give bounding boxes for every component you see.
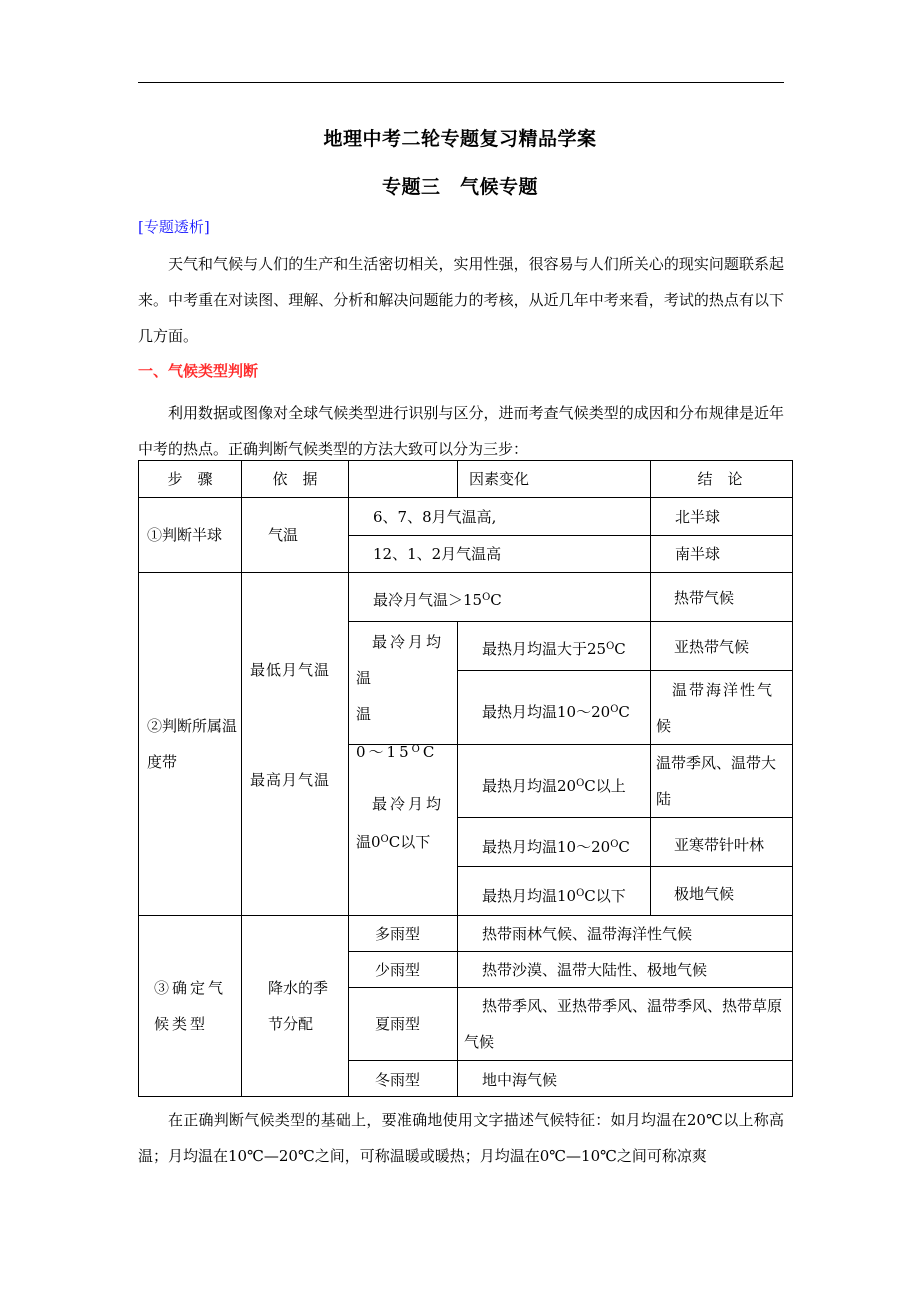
step3-row-climates: 地中海气候	[482, 1071, 558, 1089]
step2-low-factor: 最冷月均 温$0^OC$以下	[356, 795, 445, 851]
section-heading: 一、气候类型判断	[138, 362, 259, 380]
document-subtitle: 专题三 气候专题	[381, 176, 538, 198]
step3-row-type: 多雨型	[375, 925, 421, 943]
step2-mid-factor: 最冷月均温 温 $0\sim 15^OC$	[356, 633, 445, 761]
document-title: 地理中考二轮专题复习精品学案	[323, 128, 597, 150]
closing-paragraph: 在正确判断气候类型的基础上，要准确地使用文字描述气候特征：如月均温在20℃以上称高温；月均温在10℃—20℃之间，可称温暖或暖热；月均温在0℃—10℃之间可称凉爽	[138, 1111, 784, 1165]
step2-row5-factor: 最热月均温$10\sim 20^OC$	[482, 838, 630, 856]
header-step: 步 骤	[167, 470, 213, 488]
header-conclusion: 结 论	[697, 470, 743, 488]
step2-row1-conclusion: 热带气候	[674, 589, 735, 607]
step2-row3-factor: 最热月均温$10\sim 20^OC$	[482, 703, 630, 721]
step2-basis-max: 最高月气温	[250, 771, 331, 789]
step1-row2-conclusion: 南半球	[675, 545, 721, 563]
step2-row4-factor: 最热月均温$20^OC$以上	[482, 777, 626, 795]
step3-row-climates: 热带沙漠、温带大陆性、极地气候	[482, 961, 708, 979]
step1-basis: 气温	[268, 526, 299, 544]
header-factor: 因素变化	[468, 470, 529, 488]
step3-basis: 降水的季节分配	[268, 979, 329, 1033]
step3-label: ③确定气候类型	[154, 979, 227, 1033]
step2-basis-min: 最低月气温	[250, 661, 331, 679]
step2-row5-conclusion: 亚寒带针叶林	[674, 836, 765, 854]
step3-row-climates: 热带季风、亚热带季风、温带季风、热带草原气候	[464, 997, 783, 1051]
step1-label: ①判断半球	[147, 526, 223, 544]
step1-row2-factor: 12、1、2月气温高	[373, 545, 502, 563]
header-rule	[138, 82, 784, 83]
step1-row1-conclusion: 北半球	[675, 508, 721, 526]
step1-row1-factor: 6、7、8月气温高,	[373, 508, 497, 526]
intro-paragraph: 天气和气候与人们的生产和生活密切相关，实用性强，很容易与人们所关心的现实问题联系起来。中考重在对读图、理解、分析和解决问题能力的考核，从近几年中考来看，考试的热点有以下几方面。	[138, 255, 784, 345]
step3-row-type: 少雨型	[375, 961, 421, 979]
step2-row3-conclusion: 温带海洋性气候	[656, 681, 775, 735]
step2-row2-factor: 最热月均温大于$25^OC$	[482, 640, 626, 658]
section-tag: [专题透析]	[138, 218, 210, 236]
method-paragraph: 利用数据或图像对全球气候类型进行识别与区分，进而考查气候类型的成因和分布规律是近年中考的热点。正确判断气候类型的方法大致可以分为三步：	[138, 404, 784, 458]
step3-row-type: 冬雨型	[375, 1071, 421, 1089]
step2-row6-factor: 最热月均温$10^OC$以下	[482, 887, 626, 905]
header-basis: 依 据	[272, 470, 318, 488]
step3-row-type: 夏雨型	[375, 1015, 421, 1033]
step2-row4-conclusion: 温带季风、温带大陆	[656, 754, 777, 808]
step2-label: ②判断所属温度带	[147, 717, 238, 771]
step2-row1-factor: 最冷月气温$>15^OC$	[373, 591, 502, 609]
step2-row2-conclusion: 亚热带气候	[674, 638, 750, 656]
step2-row6-conclusion: 极地气候	[674, 885, 735, 903]
step3-row-climates: 热带雨林气候、温带海洋性气候	[482, 925, 693, 943]
